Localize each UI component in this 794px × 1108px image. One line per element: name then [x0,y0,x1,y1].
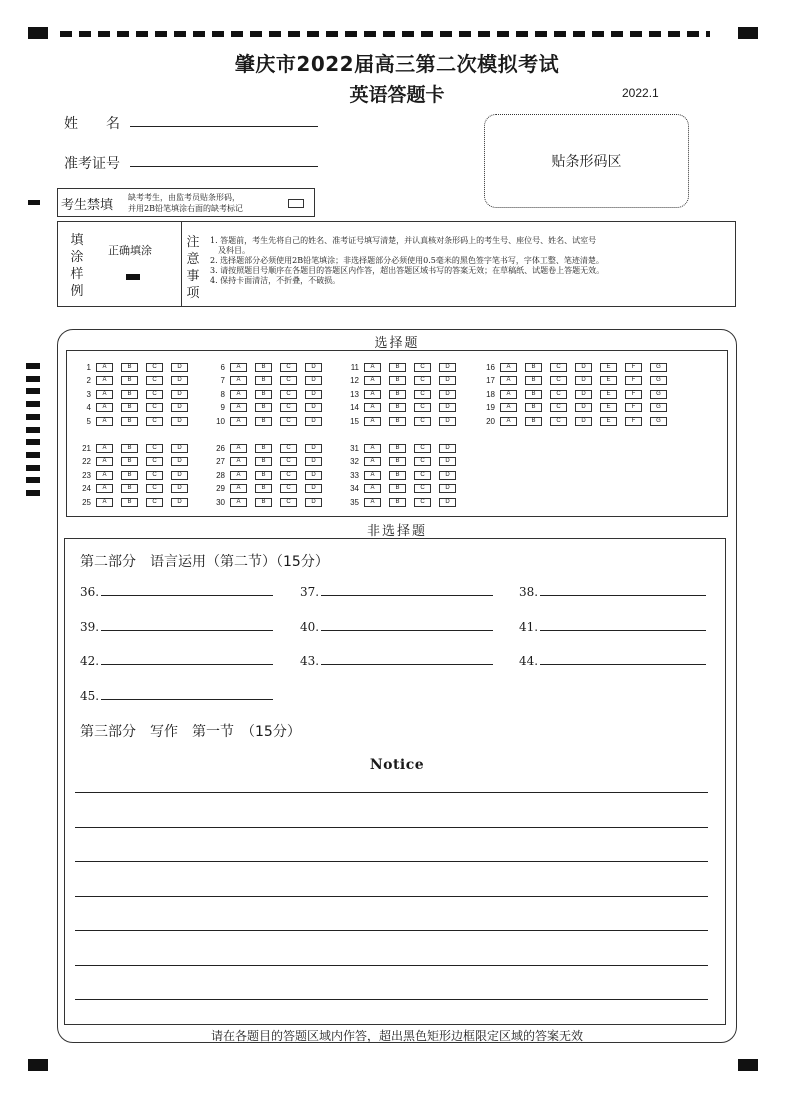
absent-mark-checkbox[interactable] [288,199,304,208]
option-bubble-a[interactable]: A [96,471,113,480]
option-bubble-g[interactable]: G [650,363,667,372]
mc-question-20 [471,416,675,426]
option-bubble-c[interactable]: C [414,390,431,399]
notice-list [210,236,730,286]
option-bubble-c[interactable]: C [146,471,163,480]
blank-43[interactable]: 43. [300,654,493,668]
option-bubble-b[interactable]: B [389,498,406,507]
option-bubble-b[interactable]: B [389,376,406,385]
option-bubble-b[interactable]: B [389,417,406,426]
option-bubble-d[interactable]: D [171,471,188,480]
mc-question-11 [335,362,464,372]
mc-question-10 [201,416,330,426]
option-bubble-b[interactable]: B [525,376,542,385]
timing-mark [26,388,40,394]
option-bubble-a[interactable]: A [500,376,517,385]
corner-mark-bottom-left [28,1059,48,1071]
option-bubble-f[interactable]: F [625,376,642,385]
mc-question-35 [335,497,464,507]
mc-question-27 [201,457,330,467]
option-bubble-b[interactable]: B [389,457,406,466]
option-bubble-c[interactable]: C [550,363,567,372]
exam-no-field[interactable] [130,166,318,167]
option-bubble-f[interactable]: F [625,403,642,412]
timing-mark [26,465,40,471]
fill-correct-label: 正确填涂 [108,244,152,257]
mc-question-14 [335,403,464,413]
option-bubble-c[interactable]: C [280,498,297,507]
option-bubble-c[interactable]: C [414,403,431,412]
question-number: 18 [486,389,495,399]
question-number: 19 [486,403,495,412]
option-bubble-d[interactable]: D [305,376,322,385]
question-number: 16 [486,362,495,372]
option-bubble-c[interactable]: C [280,457,297,466]
option-bubble-c[interactable]: C [146,390,163,399]
option-bubble-d[interactable]: D [439,376,456,385]
option-bubble-a[interactable]: A [500,403,517,412]
name-label: 姓 名 [64,116,120,132]
option-bubble-a[interactable]: A [230,417,247,426]
option-bubble-g[interactable]: G [650,403,667,412]
mc-question-17 [471,376,675,386]
option-bubble-c[interactable]: C [280,403,297,412]
top-timing-track [60,31,710,37]
option-bubble-d[interactable]: D [305,363,322,372]
option-bubble-c[interactable]: C [414,498,431,507]
option-bubble-a[interactable]: A [230,498,247,507]
option-bubble-d[interactable]: D [305,457,322,466]
notice-label: 注意事项 [186,235,200,301]
question-number: 26 [216,443,225,453]
option-bubble-d[interactable]: D [439,471,456,480]
option-bubble-c[interactable]: C [414,363,431,372]
mc-question-29 [201,484,330,494]
option-bubble-a[interactable]: A [230,457,247,466]
mc-question-25 [67,497,196,507]
writing-line[interactable] [75,861,708,862]
timing-mark [26,376,40,382]
option-bubble-b[interactable]: B [255,417,272,426]
writing-line[interactable] [75,965,708,966]
option-bubble-b[interactable]: B [525,417,542,426]
option-bubble-b[interactable]: B [255,390,272,399]
question-number: 33 [350,470,359,480]
option-bubble-d[interactable]: D [305,444,322,453]
option-bubble-c[interactable]: C [550,417,567,426]
non-choice-frame [64,538,726,1025]
question-number: 30 [216,497,225,507]
mc-question-4 [67,403,196,413]
option-bubble-c[interactable]: C [146,417,163,426]
option-bubble-a[interactable]: A [364,457,381,466]
option-bubble-d[interactable]: D [439,457,456,466]
option-bubble-e[interactable]: E [600,363,617,372]
option-bubble-c[interactable]: C [550,403,567,412]
timing-mark [26,363,40,369]
option-bubble-a[interactable]: A [364,390,381,399]
blank-41[interactable]: 41. [519,620,706,634]
option-bubble-a[interactable]: A [96,457,113,466]
instructions-panel [57,221,736,307]
mc-question-13 [335,389,464,399]
barcode-area [484,114,689,208]
exam-title: 肇庆市2022届高三第二次模拟考试 [234,52,560,76]
question-number: 1 [86,362,91,372]
option-bubble-b[interactable]: B [121,403,138,412]
option-bubble-a[interactable]: A [96,498,113,507]
option-bubble-b[interactable]: B [121,444,138,453]
option-bubble-d[interactable]: D [171,457,188,466]
notice-item: 1. 答题前，考生先将自己的姓名、准考证号填写清楚，并认真核对条形码上的考生号、座位号、姓名、试室号 [210,236,597,245]
option-bubble-d[interactable]: D [305,417,322,426]
question-number: 35 [350,497,359,507]
option-bubble-d[interactable]: D [171,363,188,372]
option-bubble-a[interactable]: A [364,403,381,412]
option-bubble-d[interactable]: D [305,403,322,412]
question-number: 23 [82,470,91,480]
option-bubble-b[interactable]: B [255,457,272,466]
question-number: 27 [216,457,225,466]
option-bubble-a[interactable]: A [230,484,247,493]
corner-mark-top-left [28,27,48,39]
question-number: 2 [86,376,91,385]
option-bubble-c[interactable]: C [146,363,163,372]
option-bubble-c[interactable]: C [550,390,567,399]
mc-question-30 [201,497,330,507]
option-bubble-b[interactable]: B [389,444,406,453]
option-bubble-b[interactable]: B [121,390,138,399]
mc-question-1 [67,362,196,372]
question-number: 25 [82,497,91,507]
timing-mark [26,439,40,445]
question-number: 11 [350,362,359,372]
blank-39[interactable]: 39. [80,620,273,634]
option-bubble-c[interactable]: C [280,484,297,493]
timing-mark [26,452,40,458]
option-bubble-f[interactable]: F [625,417,642,426]
question-number: 6 [220,362,225,372]
mc-question-9 [201,403,330,413]
mc-question-22 [67,457,196,467]
option-bubble-b[interactable]: B [525,390,542,399]
blank-42[interactable]: 42. [80,654,273,668]
option-bubble-a[interactable]: A [230,363,247,372]
mc-question-5 [67,416,196,426]
option-bubble-a[interactable]: A [230,403,247,412]
question-number: 10 [216,416,225,426]
corner-mark-bottom-right [738,1059,758,1071]
option-bubble-b[interactable]: B [121,417,138,426]
exam-date: 2022.1 [622,86,659,100]
question-number: 13 [350,389,359,399]
question-number: 4 [86,403,91,412]
option-bubble-b[interactable]: B [255,376,272,385]
writing-line[interactable] [75,827,708,828]
timing-mark [26,401,40,407]
option-bubble-b[interactable]: B [255,403,272,412]
option-bubble-c[interactable]: C [146,376,163,385]
option-bubble-d[interactable]: D [575,376,592,385]
part3-heading: 第三部分 写作 第一节 （15分） [80,724,301,740]
question-number: 9 [220,403,225,412]
option-bubble-d[interactable]: D [305,390,322,399]
blank-36[interactable]: 36. [80,585,273,599]
option-bubble-c[interactable]: C [280,363,297,372]
option-bubble-c[interactable]: C [280,376,297,385]
absent-note: 缺考考生，由监考员贴条形码， 并用2B铅笔填涂右面的缺考标记 [128,193,243,213]
question-number: 31 [350,443,359,453]
question-number: 5 [86,416,91,426]
option-bubble-a[interactable]: A [96,363,113,372]
mc-question-21 [67,443,196,453]
option-bubble-b[interactable]: B [121,376,138,385]
notice-item: 及科目。 [210,246,250,255]
option-bubble-c[interactable]: C [414,471,431,480]
option-bubble-e[interactable]: E [600,376,617,385]
option-bubble-g[interactable]: G [650,390,667,399]
timing-mark [26,477,40,483]
option-bubble-c[interactable]: C [414,457,431,466]
option-bubble-a[interactable]: A [500,390,517,399]
option-bubble-b[interactable]: B [255,444,272,453]
blank-40[interactable]: 40. [300,620,493,634]
timing-mark [26,414,40,420]
question-number: 15 [350,416,359,426]
option-bubble-c[interactable]: C [280,390,297,399]
absent-label: 考生禁填 [61,198,114,213]
timing-mark [28,200,40,205]
timing-mark [26,490,40,496]
option-bubble-a[interactable]: A [230,376,247,385]
option-bubble-a[interactable]: A [500,417,517,426]
mc-question-19 [471,403,675,413]
option-bubble-f[interactable]: F [625,390,642,399]
notice-item: 3. 请按照题目号顺序在各题目的答题区内作答，超出答题区域书写的答案无效；在草稿纸、试题卷上答题无效。 [210,266,605,275]
fill-sample-label: 填涂样例 [70,233,84,299]
option-bubble-b[interactable]: B [389,390,406,399]
option-bubble-c[interactable]: C [414,484,431,493]
exam-no-label: 准考证号 [64,156,120,172]
mc-question-16 [471,362,675,372]
option-bubble-c[interactable]: C [146,403,163,412]
option-bubble-a[interactable]: A [230,471,247,480]
mc-question-15 [335,416,464,426]
option-bubble-e[interactable]: E [600,403,617,412]
option-bubble-a[interactable]: A [364,444,381,453]
option-bubble-b[interactable]: B [255,471,272,480]
notice-item: 4. 保持卡面清洁，不折叠，不破损。 [210,276,341,285]
option-bubble-e[interactable]: E [600,390,617,399]
option-bubble-b[interactable]: B [121,498,138,507]
option-bubble-a[interactable]: A [364,376,381,385]
blank-37[interactable]: 37. [300,585,493,599]
mc-question-28 [201,470,330,480]
question-number: 20 [486,416,495,426]
mc-question-26 [201,443,330,453]
barcode-label: 贴条形码区 [551,154,622,170]
option-bubble-d[interactable]: D [439,417,456,426]
mc-question-3 [67,389,196,399]
option-bubble-c[interactable]: C [414,417,431,426]
card-title: 英语答题卡 [349,84,445,106]
option-bubble-c[interactable]: C [550,376,567,385]
question-number: 29 [216,484,225,493]
option-bubble-a[interactable]: A [96,376,113,385]
option-bubble-d[interactable]: D [439,444,456,453]
writing-line[interactable] [75,792,708,793]
option-bubble-a[interactable]: A [364,498,381,507]
option-bubble-d[interactable]: D [171,444,188,453]
question-number: 24 [82,484,91,493]
timing-mark [26,427,40,433]
option-bubble-b[interactable]: B [121,363,138,372]
option-bubble-c[interactable]: C [414,444,431,453]
option-bubble-f[interactable]: F [625,363,642,372]
option-bubble-d[interactable]: D [171,498,188,507]
option-bubble-g[interactable]: G [650,417,667,426]
option-bubble-d[interactable]: D [575,363,592,372]
question-number: 14 [350,403,359,412]
name-field[interactable] [130,126,318,127]
blank-45[interactable]: 45. [80,689,273,703]
question-number: 22 [82,457,91,466]
part2-heading: 第二部分 语言运用（第二节）（15分） [80,554,329,570]
option-bubble-b[interactable]: B [525,363,542,372]
option-bubble-d[interactable]: D [305,498,322,507]
option-bubble-d[interactable]: D [171,417,188,426]
option-bubble-c[interactable]: C [146,444,163,453]
non-choice-section-title: 非选择题 [366,524,427,539]
question-number: 8 [220,389,225,399]
mc-grid [66,350,728,517]
footer-warning: 请在各题目的答题区域内作答，超出黑色矩形边框限定区域的答案无效 [210,1029,583,1043]
option-bubble-a[interactable]: A [96,390,113,399]
option-bubble-b[interactable]: B [389,403,406,412]
essay-title: Notice [369,757,425,773]
question-number: 7 [220,376,225,385]
fill-sample-mark [126,274,140,280]
option-bubble-b[interactable]: B [121,471,138,480]
option-bubble-b[interactable]: B [389,484,406,493]
option-bubble-c[interactable]: C [146,498,163,507]
option-bubble-a[interactable]: A [96,403,113,412]
mc-question-24 [67,484,196,494]
option-bubble-d[interactable]: D [305,471,322,480]
question-number: 3 [86,389,91,399]
option-bubble-a[interactable]: A [230,390,247,399]
option-bubble-d[interactable]: D [171,403,188,412]
question-number: 12 [350,376,359,385]
mc-question-34 [335,484,464,494]
question-number: 28 [216,470,225,480]
corner-mark-top-right [738,27,758,39]
option-bubble-c[interactable]: C [280,444,297,453]
notice-item: 2. 选择题部分必须使用2B铅笔填涂；非选择题部分必须使用0.5毫米的黑色签字笔书写，字体工整、笔迹清楚。 [210,256,604,265]
option-bubble-a[interactable]: A [364,484,381,493]
question-number: 21 [82,443,91,453]
writing-line[interactable] [75,896,708,897]
option-bubble-c[interactable]: C [280,471,297,480]
option-bubble-b[interactable]: B [389,471,406,480]
option-bubble-c[interactable]: C [146,457,163,466]
divider [181,222,182,306]
question-number: 34 [350,484,359,493]
option-bubble-d[interactable]: D [575,417,592,426]
writing-line[interactable] [75,999,708,1000]
mc-question-6 [201,362,330,372]
option-bubble-b[interactable]: B [255,363,272,372]
mc-question-12 [335,376,464,386]
option-bubble-a[interactable]: A [364,363,381,372]
option-bubble-b[interactable]: B [121,457,138,466]
option-bubble-a[interactable]: A [96,484,113,493]
option-bubble-d[interactable]: D [439,390,456,399]
option-bubble-b[interactable]: B [525,403,542,412]
blank-38[interactable]: 38. [519,585,706,599]
option-bubble-d[interactable]: D [439,363,456,372]
option-bubble-a[interactable]: A [364,471,381,480]
option-bubble-a[interactable]: A [230,444,247,453]
option-bubble-d[interactable]: D [439,403,456,412]
option-bubble-b[interactable]: B [255,498,272,507]
mc-question-31 [335,443,464,453]
option-bubble-a[interactable]: A [500,363,517,372]
option-bubble-d[interactable]: D [439,498,456,507]
mc-section-title: 选择题 [374,336,420,351]
option-bubble-c[interactable]: C [146,484,163,493]
option-bubble-d[interactable]: D [439,484,456,493]
absent-box [57,188,315,217]
option-bubble-b[interactable]: B [389,363,406,372]
option-bubble-a[interactable]: A [364,417,381,426]
option-bubble-c[interactable]: C [280,417,297,426]
mc-question-33 [335,470,464,480]
option-bubble-g[interactable]: G [650,376,667,385]
blank-44[interactable]: 44. [519,654,706,668]
option-bubble-c[interactable]: C [414,376,431,385]
option-bubble-b[interactable]: B [255,484,272,493]
option-bubble-a[interactable]: A [96,444,113,453]
option-bubble-d[interactable]: D [575,390,592,399]
mc-question-2 [67,376,196,386]
question-number: 32 [350,457,359,466]
option-bubble-d[interactable]: D [171,376,188,385]
mc-question-7 [201,376,330,386]
option-bubble-e[interactable]: E [600,417,617,426]
mc-question-23 [67,470,196,480]
option-bubble-d[interactable]: D [575,403,592,412]
option-bubble-b[interactable]: B [121,484,138,493]
option-bubble-d[interactable]: D [171,484,188,493]
mc-question-32 [335,457,464,467]
option-bubble-d[interactable]: D [305,484,322,493]
option-bubble-d[interactable]: D [171,390,188,399]
option-bubble-a[interactable]: A [96,417,113,426]
mc-question-8 [201,389,330,399]
writing-line[interactable] [75,930,708,931]
mc-question-18 [471,389,675,399]
question-number: 17 [486,376,495,385]
